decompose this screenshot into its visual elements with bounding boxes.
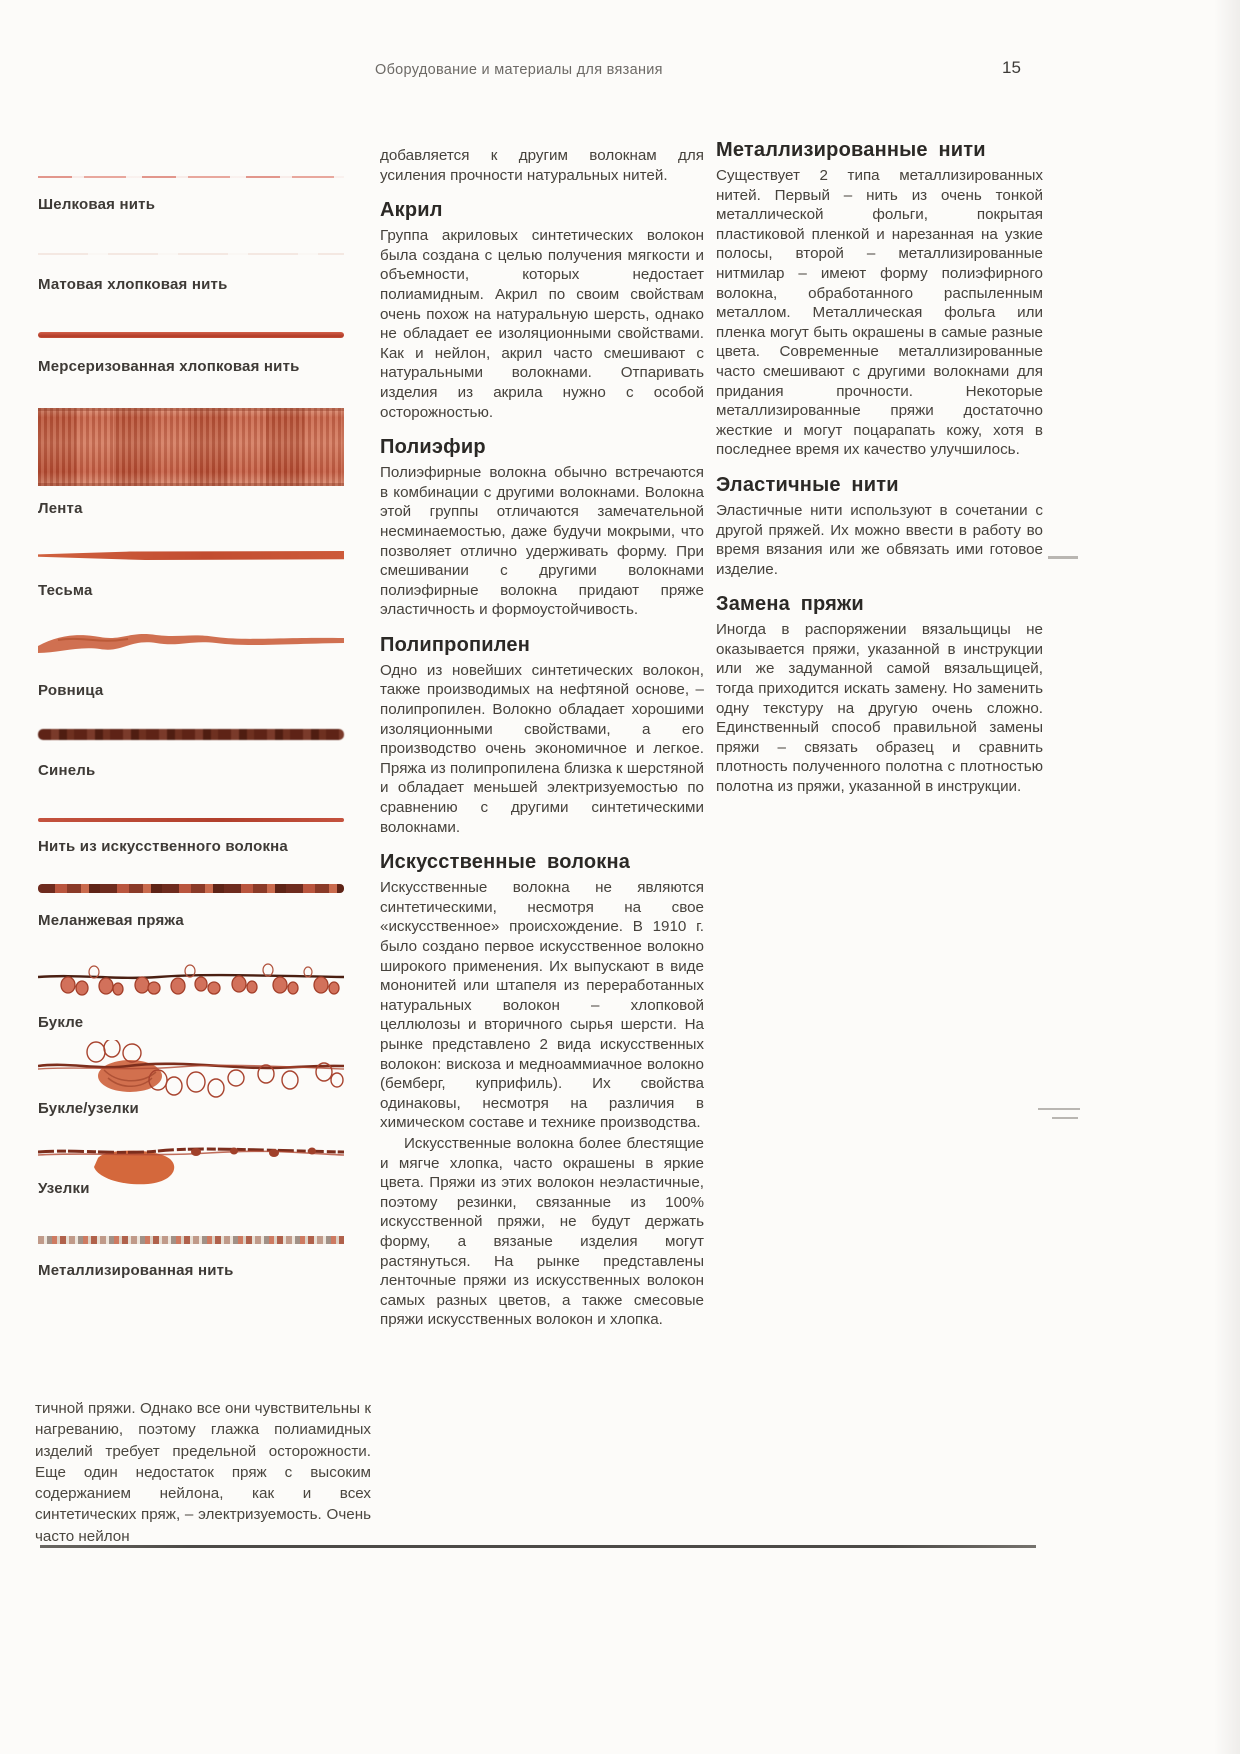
scan-artifact — [1048, 556, 1078, 559]
section-paragraph: Существует 2 типа металлизированных нитей. Первый – нить из очень тонкой металлической фольги, покрытая пластиковой пленкой и нарезанная на узкие полосы, второй – металлизированные нитмилар – имеют форму полиэфирного волокна, обработанного распыленным металлом. Металлическая фольга или пленка могут быть окрашены в самые разные цвета. Современные металлизированные часто смешивают с другими волокнами для придания прочности. Некоторые металлизированные пряжи достаточно жесткие и могут поцарапать кожу, хотя в последнее время их качество улучшилось. — [716, 167, 1043, 459]
section-paragraph: Искусственные волокна не являются синтетическими, несмотря на свое «искусственное» происхождение. В 1910 г. было создано первое искусственное волокно широкого применения. Их выпускают в виде мононитей или штапеля из переработанных натуральных волокон – хлопковой целлюлозы и вторичного сырья шерсти. На рынке представлено 2 вида искусственных волокон: вискоза и медноаммиачное волокно (бемберг, куприфиль). Их свойства одинаковы, несмотря на различия в химическом составе и технике производства. — [380, 879, 704, 1132]
sample-label-silk: Шелковая нить — [38, 196, 156, 213]
section-paragraph: Иногда в распоряжении вязальщицы не оказывается пряжи, указанной в инструкции или же задуманной самой вязальщицей, тогда приходится искать замену. Но заменить одну текстуру на другую очень сложно. Единственный способ правильной замены пряжи – связать образец и сравнить плотность полученного полотна с плотностью полотна из пряжи, указанной в инструкции. — [716, 621, 1043, 796]
scan-artifact — [1038, 1108, 1080, 1110]
sample-ribbon — [38, 408, 344, 486]
sample-silk-thread — [38, 176, 344, 178]
column-middle — [380, 146, 704, 1331]
page-number: 15 — [1002, 58, 1021, 77]
section-paragraph: Одно из новейших синтетических волокон, также производимых на нефтяной основе, – полипропилен. Волокно обладает хорошими изоляционными свойствами, а его производство очень экономичное и легкое. Пряжа из полипропилена близка к шерстяной и обладает меньшей электризуемостью по сравнению с другими синтетическими волокнами. — [380, 661, 704, 836]
section-paragraph: Группа акриловых синтетических волокон была создана с целью получения мягкости и объемности, которых недостает полиамидным. Акрил по своим свойствам очень похож на натуральную шерсть, однако не обладает ее изоляционными свойствами. Как и нейлон, акрил часто смешивают с натуральными волокнами. Отпаривать изделия из акрила нужно с особой осторожностью. — [380, 227, 704, 421]
section-heading-metallized-threads: Металлизированные нити — [716, 139, 986, 161]
sample-label-mercerized-cotton: Мерсеризованная хлопковая нить — [38, 358, 300, 375]
bottom-rule — [40, 1545, 1036, 1548]
sample-label-boucle-knots: Букле/узелки — [38, 1100, 139, 1117]
sample-braid-tape — [38, 551, 344, 560]
sample-label-ribbon: Лента — [38, 500, 83, 517]
sample-label-matte-cotton: Матовая хлопковая нить — [38, 276, 228, 293]
section-heading-yarn-substitution: Замена пряжи — [716, 593, 864, 616]
sample-metallized-thread — [38, 1236, 344, 1244]
section-heading-acrylic: Акрил — [380, 199, 443, 222]
sample-chenille — [38, 729, 344, 740]
sample-label-melange: Меланжевая пряжа — [38, 912, 184, 929]
section-heading-polypropylene: Полипропилен — [380, 633, 531, 656]
left-bottom-continuation-paragraph: тичной пряжи. Однако все они чувствительны к нагреванию, поэтому глажка полиамидных изделий требует предельной осторожности. Еще один недостаток пряж с высоким содержанием нейлона, как и всех синтетических пряж, – электризуемость. Очень часто нейлон — [35, 1400, 371, 1545]
sample-melange-yarn — [38, 884, 344, 893]
section-paragraph: Полиэфирные волокна обычно встречаются в комбинации с другими волокнами. Волокна этой группы отличаются замечательной несминаемостью, даже будучи мокрыми, что позволяет отлично удерживать форму. При смешивании с другими волокнами полиэфирные волокна придают пряже эластичность и формоустойчивость. — [380, 464, 704, 619]
section-heading-elastic-threads: Эластичные нити — [716, 473, 899, 496]
sample-knots — [38, 1136, 344, 1186]
sample-matte-cotton-thread — [38, 253, 344, 255]
sample-boucle-knots — [38, 1040, 344, 1100]
sample-artificial-fiber-thread — [38, 818, 344, 822]
sample-roving — [38, 626, 344, 664]
section-heading-polyester: Полиэфир — [380, 436, 486, 459]
intro-continuation-paragraph: добавляется к другим волокнам для усиления прочности натуральных нитей. — [380, 147, 704, 184]
sample-boucle — [38, 962, 344, 1008]
sample-label-metallized: Металлизированная нить — [38, 1262, 234, 1279]
sample-mercerized-cotton-thread — [38, 332, 344, 338]
sample-label-boucle: Букле — [38, 1014, 84, 1031]
sample-label-braid-tape: Тесьма — [38, 582, 93, 599]
sample-label-chenille: Синель — [38, 762, 96, 779]
section-paragraph: Искусственные волокна более блестящие и мягче хлопка, часто окрашены в яркие цвета. Пряжи из этих волокон неэластичные, поэтому резинки, связанные из 100% искусственной пряжи, не будут держать форму, а вязаные изделия могут растянуться. На рынке представлены ленточные пряжи из искусственных волокон самых разных цветов, а также смесовые пряжи искусственных волокон и хлопка. — [380, 1134, 704, 1329]
section-paragraph: Эластичные нити используют в сочетании с другой пряжей. Их можно ввести в работу во время вязания или же обвязать ими готовое изделие. — [716, 501, 1043, 578]
column-right — [716, 138, 1043, 798]
scan-artifact — [1052, 1117, 1078, 1119]
sample-label-knots: Узелки — [38, 1180, 90, 1197]
section-heading-artificial-fibers: Искусственные волокна — [380, 851, 631, 874]
running-head: Оборудование и материалы для вязания — [375, 62, 663, 78]
sample-label-artificial-fiber: Нить из искусственного волокна — [38, 838, 288, 855]
sample-label-roving: Ровница — [38, 682, 104, 699]
